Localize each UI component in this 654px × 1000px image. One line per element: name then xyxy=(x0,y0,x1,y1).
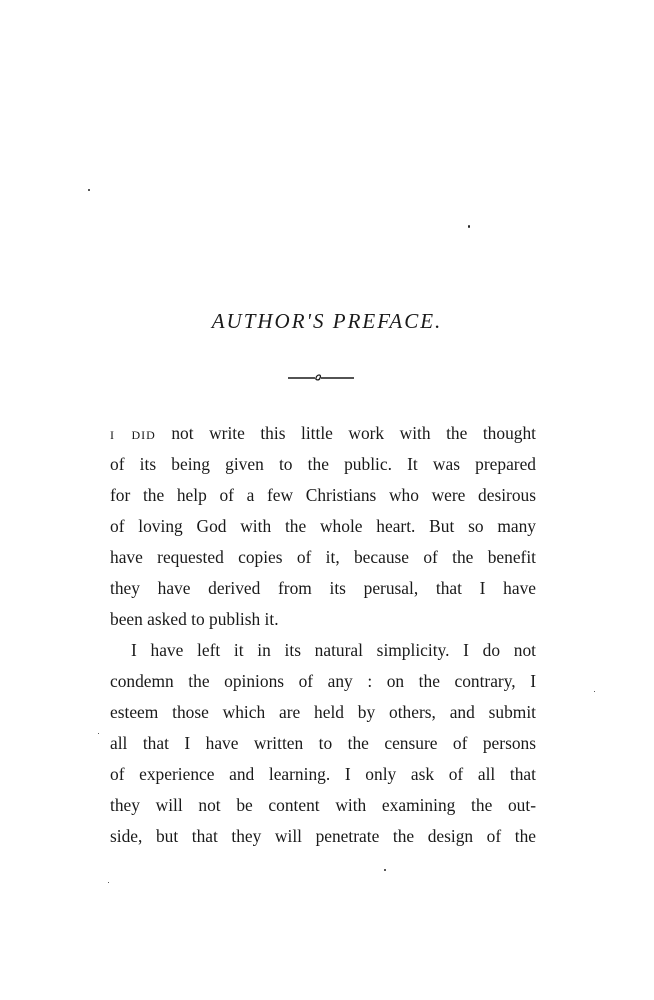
text-line: they will not be content with examining the out- xyxy=(110,795,536,815)
scan-speck xyxy=(88,189,90,191)
scan-speck xyxy=(594,691,595,692)
text-line: of experience and learning. I only ask of all that xyxy=(110,764,536,784)
text-line: all that I have written to the censure of persons xyxy=(110,733,536,753)
title-ornament xyxy=(287,370,355,384)
text-line: i did not write this little work with the thought xyxy=(110,423,536,443)
scan-speck xyxy=(468,225,470,228)
drop-lead: i did xyxy=(110,423,156,443)
preface-body xyxy=(110,418,536,852)
text-line: side, but that they will penetrate the design of the xyxy=(110,826,536,846)
text-line: condemn the opinions of any : on the contrary, I xyxy=(110,671,536,691)
text-line: they have derived from its perusal, that I have xyxy=(110,578,536,598)
scan-speck xyxy=(98,733,99,734)
text-line: I have left it in its natural simplicity. I do not xyxy=(131,640,536,660)
page-title: AUTHOR'S PREFACE. xyxy=(211,309,443,333)
text-line: been asked to publish it. xyxy=(110,609,279,629)
text-line: of its being given to the public. It was prepared xyxy=(110,454,536,474)
text-line: esteem those which are held by others, and submit xyxy=(110,702,536,722)
scan-speck xyxy=(108,882,109,883)
text-line: of loving God with the whole heart. But so many xyxy=(110,516,536,536)
scan-speck xyxy=(384,869,386,871)
text-line: for the help of a few Christians who were desirous xyxy=(110,485,536,505)
text-line: have requested copies of it, because of the benefit xyxy=(110,547,536,567)
